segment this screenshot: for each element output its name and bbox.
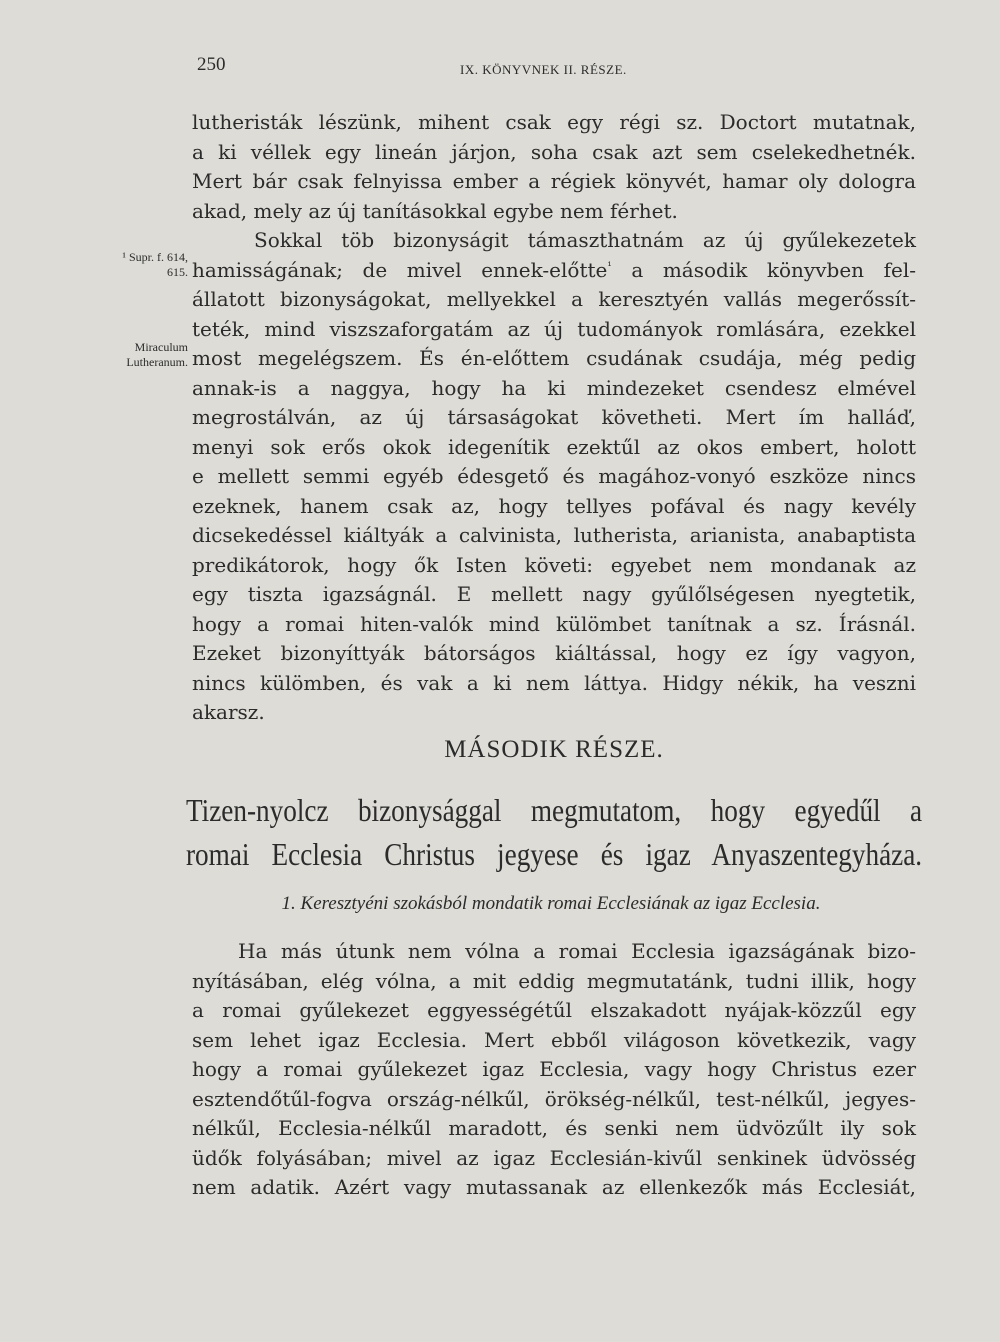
text-fragment: a második könyvben fel-	[611, 257, 916, 282]
page-number: 250	[197, 54, 226, 75]
chapter-title-line: romai Ecclesia Christus jegyese és igaz Anyaszentegyháza.	[186, 836, 923, 872]
text-line: Ha más útunk nem vólna a romai Ecclesia igazságának bizo-	[238, 939, 916, 963]
margin-note-line: Miraculum	[134, 340, 188, 354]
running-head: IX. KÖNYVNEK II. RÉSZE.	[460, 62, 627, 77]
text-line: Sokkal töb bizonyságit támaszthatnám az új gyűlekezetek	[254, 228, 916, 252]
text-line: nincs külömben, és vak a ki nem láttya. Hidgy nékik, ha veszni	[192, 670, 916, 695]
text-line: hogy a romai hiten-valók mind külömbet tanítnak a sz. Írásnál.	[192, 611, 916, 636]
text-line: teték, mind viszszaforgatám az új tudományok romlására, ezekkel	[192, 316, 916, 341]
text-line: Mert bár csak felnyissa ember a régiek könyvét, hamar oly dologra	[192, 169, 916, 193]
text-line: nélkűl, Ecclesia-nélkűl maradott, és senki nem üdvözűlt ily sok	[192, 1116, 916, 1140]
text-line: állatott bizonyságokat, mellyekkel a keresztyén vallás megerőssít-	[192, 287, 916, 311]
footnote-marker: ¹	[607, 258, 612, 272]
text-line: hogy a romai gyűlekezet igaz Ecclesia, vagy hogy Christus ezer	[192, 1057, 916, 1081]
text-line: egy tiszta igazságnál. E mellett nagy gyűlőlségesen nyegtetik,	[192, 582, 916, 606]
paragraph-2	[192, 226, 916, 728]
subheading: 1. Keresztyéni szokásból mondatik romai Ecclesiának az igaz Ecclesia.	[281, 893, 821, 914]
text-line: e mellett semmi egyéb édesgető és magához-vonyó eszköze nincs	[192, 464, 916, 488]
margin-note-reference	[70, 250, 188, 280]
text-line: üdők folyásában; mivel az igaz Ecclesián-kivűl senkinek üdvösség	[192, 1145, 916, 1170]
text-line: most megelégszem. És én-előttem csudának csudája, még pedig	[192, 346, 916, 370]
text-line: dicsekedéssel kiáltyák a calvinista, lutherista, arianista, anabaptista	[192, 523, 916, 547]
margin-note-line: ¹ Supr. f. 614,	[122, 250, 188, 264]
paragraph-3	[192, 937, 916, 1203]
chapter-title	[186, 788, 923, 876]
margin-note-line: 615.	[167, 265, 188, 279]
text-line: sem lehet igaz Ecclesia. Mert ebből világoson következik, vagy	[192, 1027, 916, 1052]
text-line: akad, mely az új tanításokkal egybe nem férhet.	[192, 198, 678, 223]
margin-note-line: Lutheranum.	[126, 355, 188, 369]
text-line: predikátorok, hogy ők Isten követi: egyebet nem mondanak az	[192, 552, 916, 577]
chapter-title-line: Tizen-nyolcz bizonysággal megmutatom, hogy egyedűl a	[186, 792, 923, 828]
text-fragment: hamisságának; de mivel ennek-előtte	[192, 257, 608, 282]
text-line: esztendőtűl-fogva ország-nélkűl, örökség-nélkűl, test-nélkűl, jegyes-	[192, 1086, 916, 1111]
margin-note-topic	[70, 340, 188, 370]
paragraph-1	[192, 108, 916, 226]
text-line: menyi sok erős okok idegenítik ezektűl az okos embert, holott	[192, 434, 916, 459]
text-line: a ki véllek egy lineán járjon, soha csak azt sem cselekedhetnék.	[192, 139, 916, 164]
text-line: megrostálván, az új társaságokat követheti. Mert ím halláď,	[192, 405, 916, 429]
section-heading: MÁSODIK RÉSZE.	[444, 736, 664, 763]
text-line: a romai gyűlekezet eggyességétűl elszakadott nyájak-közzűl egy	[192, 998, 916, 1022]
text-line: akarsz.	[192, 700, 265, 724]
text-line: Ezeket bizonyíttyák bátorságos kiáltással, hogy ez így vagyon,	[192, 641, 916, 665]
text-line: lutheristák lészünk, mihent csak egy régi sz. Doctort mutatnak,	[192, 110, 916, 134]
text-line: annak-is a naggya, hogy ha ki mindezeket csendesz elmével	[192, 375, 916, 400]
text-line: nem adatik. Azért vagy mutassanak az ellenkezők más Ecclesiát,	[192, 1175, 916, 1199]
text-line	[192, 256, 916, 286]
text-line: nyításában, elég vólna, a mit eddig megmutatánk, tudni illik, hogy	[192, 968, 916, 993]
text-line: ezeknek, hanem csak az, hogy tellyes pofával és nagy kevély	[192, 493, 916, 518]
